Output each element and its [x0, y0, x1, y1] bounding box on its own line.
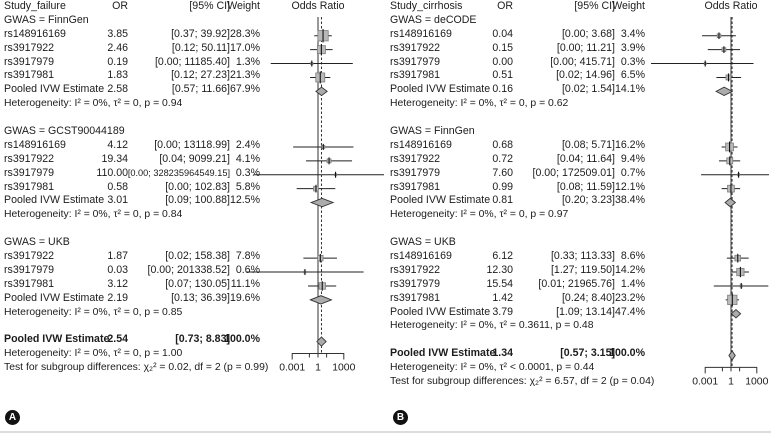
study-label: Pooled IVW Estimate	[4, 291, 105, 304]
spacer-row	[386, 222, 771, 236]
or-value: 3.01	[107, 194, 128, 207]
group-header-row	[386, 14, 771, 28]
ci-value: [0.37; 39.92]	[171, 27, 230, 40]
forest-row	[0, 167, 386, 181]
or-value: 3.12	[107, 277, 128, 290]
forest-row	[386, 153, 771, 167]
study-label: rs148916169	[390, 27, 452, 40]
or-value: 3.85	[107, 27, 128, 40]
weight-value: 1.4%	[620, 277, 645, 290]
or-value: 12.30	[486, 263, 513, 276]
axis-tick-label: 0.001	[692, 376, 719, 388]
group-header-row	[0, 14, 386, 28]
or-value: 0.99	[492, 180, 513, 193]
ci-value: [0.33; 113.33]	[550, 250, 615, 263]
or-value: 0.72	[492, 152, 513, 165]
or-value: 0.16	[492, 83, 513, 96]
ci-value: [0.04; 9099.21]	[159, 152, 230, 165]
overall-heterogeneity-note: Heterogeneity: I² = 0%, τ² < 0.0001, p = 0.44	[390, 362, 595, 374]
weight-value: 100.0%	[609, 347, 645, 360]
group-label: GWAS = FinnGen	[4, 13, 89, 26]
group-label: GWAS = UKB	[390, 236, 456, 249]
study-label: Pooled IVW Estimate	[4, 83, 105, 96]
weight-column-header: Weight	[227, 0, 260, 12]
spacer-row	[0, 222, 386, 236]
ci-value: [0.02; 1.54]	[561, 83, 615, 96]
forest-row	[0, 278, 386, 292]
heterogeneity-row	[386, 208, 771, 222]
study-label: Pooled IVW Estimate	[390, 83, 491, 96]
weight-value: 100.0%	[224, 333, 260, 346]
forest-row	[386, 69, 771, 83]
overall-heterogeneity-row	[0, 347, 386, 361]
study-label: Pooled IVW Estimate	[390, 347, 496, 360]
study-label: rs148916169	[390, 250, 452, 263]
ci-column-header: [95% CI]	[189, 0, 230, 12]
weight-value: 14.2%	[614, 263, 645, 276]
forest-row	[0, 139, 386, 153]
or-value: 0.81	[492, 194, 513, 207]
ci-value: [0.09; 100.88]	[165, 194, 230, 207]
or-value: 0.03	[107, 263, 128, 276]
axis-tick-label: 1	[728, 376, 734, 388]
or-value: 2.54	[107, 333, 128, 346]
overall-heterogeneity-row	[386, 361, 771, 375]
group-header-row	[386, 125, 771, 139]
study-label: rs3917981	[4, 277, 55, 290]
or-value: 0.51	[492, 69, 513, 82]
or-value: 0.00	[492, 55, 513, 68]
forest-row	[386, 167, 771, 181]
study-column-header: Study_failure	[4, 0, 66, 12]
ci-value: [0.02; 158.38]	[165, 250, 230, 263]
ci-value: [0.20; 3.23]	[561, 194, 615, 207]
or-value: 1.87	[107, 250, 128, 263]
spacer-row	[386, 333, 771, 347]
group-label: GWAS = GCST90044189	[4, 125, 125, 138]
plot-column-header: Odds Ratio	[704, 0, 758, 12]
ci-value: [0.12; 50.11]	[171, 41, 230, 54]
weight-value: 38.4%	[614, 194, 645, 207]
weight-column-header: Weight	[612, 0, 645, 12]
or-value: 0.04	[492, 27, 513, 40]
spacer-row	[386, 111, 771, 125]
ci-value: [0.07; 130.05]	[165, 277, 230, 290]
heterogeneity-note: Heterogeneity: I² = 0%, τ² = 0, p = 0.85	[4, 306, 183, 318]
or-column-header: OR	[497, 0, 513, 12]
study-label: rs3917979	[390, 166, 441, 179]
heterogeneity-row	[0, 208, 386, 222]
or-value: 7.60	[492, 166, 513, 179]
study-label: Pooled IVW Estimate	[390, 305, 491, 318]
heterogeneity-note: Heterogeneity: I² = 0%, τ² = 0, p = 0.62	[390, 98, 569, 110]
weight-value: 11.1%	[230, 277, 260, 290]
ci-value: [1.09; 13.14]	[556, 305, 615, 318]
weight-value: 12.5%	[229, 194, 260, 207]
axis-tick-label: 0.001	[279, 362, 306, 374]
study-label: Pooled IVW Estimate	[390, 194, 491, 207]
subgroup-test-note: Test for subgroup differences: χ₂² = 6.57, df = 2 (p = 0.04)	[390, 376, 655, 388]
ci-value: [1.27; 119.50]	[550, 263, 615, 276]
or-value: 6.12	[492, 250, 513, 263]
weight-value: 16.2%	[614, 138, 645, 151]
or-value: 3.79	[492, 305, 513, 318]
study-label: rs3917979	[390, 277, 441, 290]
or-value: 19.34	[101, 152, 128, 165]
heterogeneity-note: Heterogeneity: I² = 0%, τ² = 0.3611, p = 0.48	[390, 320, 594, 332]
ci-value: [0.57; 3.15]	[560, 347, 615, 360]
forest-row	[386, 250, 771, 264]
weight-value: 19.6%	[229, 291, 260, 304]
ci-value: [0.08; 5.71]	[561, 138, 615, 151]
axis-tick-label: 1	[315, 362, 321, 374]
weight-value: 0.3%	[235, 166, 260, 179]
or-value: 1.83	[107, 69, 128, 82]
study-label: Pooled IVW Estimate	[4, 194, 105, 207]
ci-value: [0.00; 102.83]	[165, 180, 230, 193]
heterogeneity-note: Heterogeneity: I² = 0%, τ² = 0, p = 0.97	[390, 209, 569, 221]
ci-value: [0.13; 36.39]	[171, 291, 230, 304]
weight-value: 3.9%	[620, 41, 645, 54]
weight-value: 2.4%	[235, 138, 260, 151]
ci-value: [0.00; 13118.99]	[154, 138, 230, 151]
forest-row	[0, 28, 386, 42]
group-header-row	[386, 236, 771, 250]
or-value: 110.00	[96, 166, 128, 179]
or-value: 4.12	[107, 138, 128, 151]
weight-value: 23.2%	[614, 291, 645, 304]
pooled-row	[386, 194, 771, 208]
study-label: rs148916169	[390, 138, 452, 151]
weight-value: 7.8%	[235, 250, 260, 263]
ci-value: [0.00; 415.71]	[550, 55, 615, 68]
axis-tick-label: 1000	[332, 362, 356, 374]
weight-value: 5.8%	[235, 180, 260, 193]
study-label: rs3917922	[4, 41, 55, 54]
study-label: rs3917981	[390, 180, 441, 193]
axis-tick-label: 1000	[745, 376, 769, 388]
ci-value: [0.00; 3.68]	[561, 27, 615, 40]
study-label: rs3917922	[390, 263, 441, 276]
study-label: Pooled IVW Estimate	[4, 333, 110, 346]
heterogeneity-note: Heterogeneity: I² = 0%, τ² = 0, p = 0.84	[4, 209, 183, 221]
subgroup-test-note: Test for subgroup differences: χ₂² = 0.02, df = 2 (p = 0.99)	[4, 362, 269, 374]
weight-value: 4.1%	[235, 152, 260, 165]
ci-column-header: [95% CI]	[574, 0, 615, 12]
heterogeneity-row	[386, 319, 771, 333]
study-label: rs3917981	[4, 69, 55, 82]
weight-value: 1.3%	[235, 55, 260, 68]
pooled-row	[0, 292, 386, 306]
or-value: 15.54	[486, 277, 513, 290]
study-column-header: Study_cirrhosis	[390, 0, 463, 12]
heterogeneity-note: Heterogeneity: I² = 0%, τ² = 0, p = 0.94	[4, 98, 183, 110]
forest-row	[386, 278, 771, 292]
ci-value: [0.00; 201338.52]	[147, 263, 230, 276]
forest-row	[0, 250, 386, 264]
study-label: rs3917922	[390, 41, 441, 54]
or-value: 0.68	[492, 138, 513, 151]
forest-row	[386, 292, 771, 306]
or-value: 1.42	[492, 291, 513, 304]
weight-value: 47.4%	[614, 305, 645, 318]
ci-value: [0.57; 11.66]	[171, 83, 230, 96]
or-value: 2.46	[107, 41, 128, 54]
panel-badge: A	[5, 410, 20, 425]
ci-value: [0.08; 11.59]	[556, 180, 615, 193]
ci-value: [0.00; 328235964549.15]	[127, 167, 230, 178]
ci-value: [0.02; 14.96]	[556, 69, 615, 82]
ci-value: [0.00; 172509.01]	[532, 166, 615, 179]
study-label: rs3917979	[4, 55, 55, 68]
plot-column-header: Odds Ratio	[291, 0, 345, 12]
study-label: rs148916169	[4, 27, 66, 40]
or-value: 0.19	[107, 55, 128, 68]
study-label: rs148916169	[4, 138, 66, 151]
study-label: rs3917922	[4, 152, 55, 165]
pooled-row	[0, 194, 386, 208]
weight-value: 14.1%	[614, 83, 645, 96]
forest-row	[386, 28, 771, 42]
subgroup-test-row	[386, 375, 771, 389]
pooled-row	[386, 83, 771, 97]
weight-value: 9.4%	[620, 152, 645, 165]
pooled-row	[386, 306, 771, 320]
study-label: rs3917981	[390, 291, 441, 304]
or-value: 0.15	[492, 41, 513, 54]
spacer-row	[0, 319, 386, 333]
study-label: rs3917979	[390, 55, 441, 68]
weight-value: 12.1%	[614, 180, 645, 193]
weight-value: 28.3%	[229, 27, 260, 40]
weight-value: 3.4%	[620, 27, 645, 40]
subgroup-test-row	[0, 361, 386, 375]
group-header-row	[0, 236, 386, 250]
forest-row	[386, 42, 771, 56]
ci-value: [0.12; 27.23]	[171, 69, 230, 82]
group-label: GWAS = UKB	[4, 236, 70, 249]
ci-value: [0.73; 8.83]	[175, 333, 230, 346]
group-label: GWAS = deCODE	[390, 13, 477, 26]
ci-value: [0.00; 11185.40]	[154, 55, 230, 68]
weight-value: 21.3%	[229, 69, 260, 82]
overall-pooled-row	[386, 347, 771, 361]
forest-row	[0, 42, 386, 56]
or-value: 1.34	[492, 347, 513, 360]
group-header-row	[0, 125, 386, 139]
weight-value: 17.0%	[229, 41, 260, 54]
study-label: rs3917981	[4, 180, 55, 193]
or-value: 2.19	[107, 291, 128, 304]
ci-value: [0.24; 8.40]	[561, 291, 615, 304]
or-value: 0.58	[107, 180, 128, 193]
heterogeneity-row	[0, 97, 386, 111]
study-label: rs3917979	[4, 263, 55, 276]
heterogeneity-row	[386, 97, 771, 111]
weight-value: 8.6%	[620, 250, 645, 263]
panel-cirrhosis	[386, 0, 771, 433]
overall-heterogeneity-note: Heterogeneity: I² = 0%, τ² = 0, p = 1.00	[4, 348, 183, 360]
or-value: 2.58	[107, 83, 128, 96]
heterogeneity-row	[0, 306, 386, 320]
weight-value: 0.6%	[235, 263, 260, 276]
ci-value: [0.04; 11.64]	[556, 152, 615, 165]
forest-row	[0, 56, 386, 70]
forest-row	[386, 56, 771, 70]
spacer-row	[0, 111, 386, 125]
or-column-header: OR	[112, 0, 128, 12]
forest-row	[0, 153, 386, 167]
ci-value: [0.01; 21965.76]	[538, 277, 615, 290]
weight-value: 0.3%	[620, 55, 645, 68]
ci-value: [0.00; 11.21]	[556, 41, 615, 54]
column-header-row	[0, 0, 386, 14]
weight-value: 67.9%	[229, 83, 260, 96]
study-label: rs3917981	[390, 69, 441, 82]
forest-row	[0, 69, 386, 83]
overall-pooled-row	[0, 333, 386, 347]
forest-row	[0, 264, 386, 278]
forest-row	[386, 181, 771, 195]
column-header-row	[386, 0, 771, 14]
weight-value: 0.7%	[620, 166, 645, 179]
forest-row	[386, 264, 771, 278]
forest-row	[0, 181, 386, 195]
study-label: rs3917922	[4, 250, 55, 263]
pooled-row	[0, 83, 386, 97]
group-label: GWAS = FinnGen	[390, 125, 475, 138]
study-label: rs3917922	[390, 152, 441, 165]
study-label: rs3917979	[4, 166, 55, 179]
panel-badge: B	[393, 410, 408, 425]
forest-row	[386, 139, 771, 153]
weight-value: 6.5%	[620, 69, 645, 82]
